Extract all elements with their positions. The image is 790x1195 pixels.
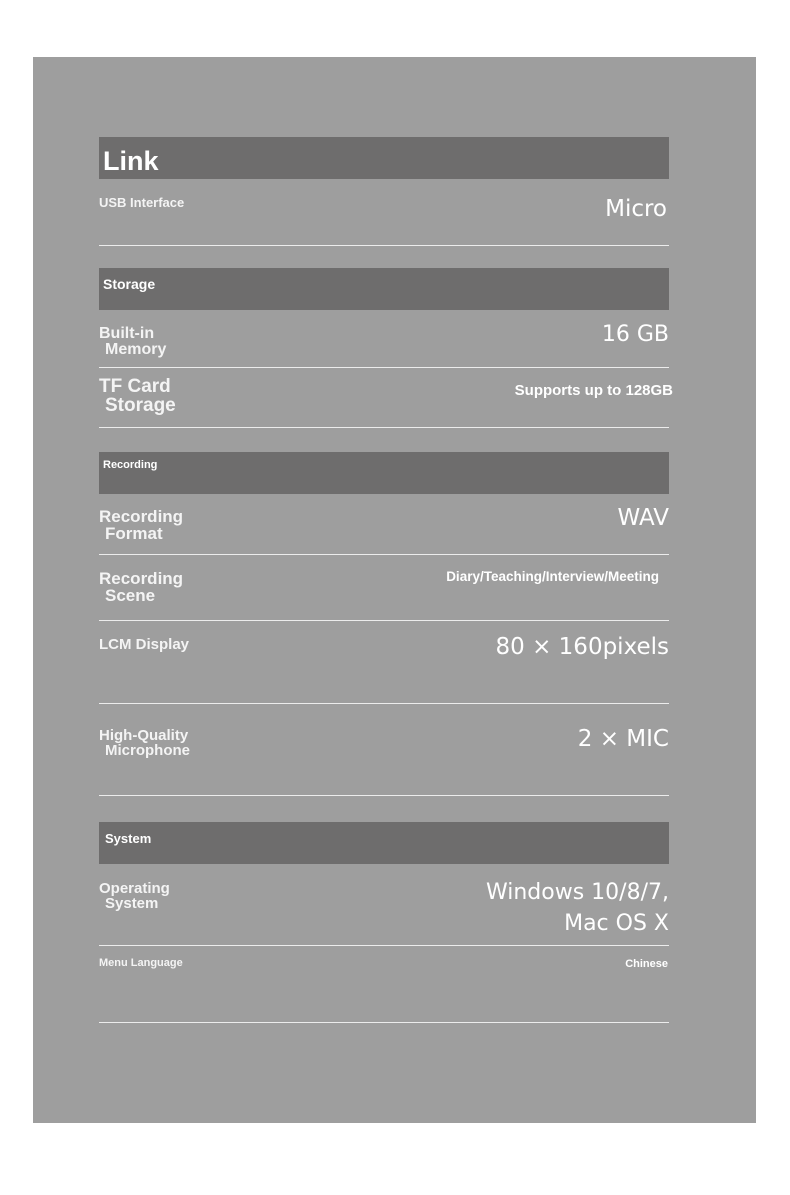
row-divider: [99, 1022, 669, 1023]
spec-label-menu-language: Menu Language: [99, 957, 183, 969]
spec-value-built-in-memory: 16 GB: [601, 322, 669, 347]
row-divider: [99, 245, 669, 246]
row-divider: [99, 427, 669, 428]
label-line: Operating: [99, 880, 170, 897]
label-line: Storage: [105, 395, 176, 416]
label-line: System: [105, 895, 159, 912]
label-line: Recording: [99, 569, 184, 588]
section-title-storage: Storage: [103, 276, 156, 292]
spec-label-operating-system: [99, 881, 170, 911]
label-line: TF Card: [99, 376, 171, 397]
section-header-link: [99, 137, 669, 179]
spec-value-lcm-display: 80 × 160pixels: [495, 634, 669, 660]
spec-label-tf-card-storage: [99, 377, 176, 415]
spec-label-lcm-display: LCM Display: [99, 636, 190, 653]
row-divider: [99, 703, 669, 704]
value-line: Mac OS X: [564, 911, 669, 936]
label-line: Memory: [105, 341, 167, 358]
row-divider: [99, 367, 669, 368]
spec-label-recording-format: [99, 508, 183, 542]
spec-value-recording-scene: Diary/Teaching/Interview/Meeting: [446, 569, 659, 584]
row-divider: [99, 554, 669, 555]
spec-label-usb-interface: USB Interface: [99, 195, 185, 210]
spec-label-high-quality-microphone: [99, 728, 190, 758]
spec-label-built-in-memory: [99, 326, 166, 358]
section-header-recording: [99, 452, 669, 494]
row-divider: [99, 620, 669, 621]
label-line: Scene: [105, 586, 156, 605]
spec-value-operating-system: [486, 877, 669, 939]
label-line: Microphone: [105, 742, 190, 759]
value-line: Windows 10/8/7,: [485, 880, 669, 905]
spec-value-tf-card-storage: Supports up to 128GB: [514, 382, 673, 399]
spec-value-menu-language: Chinese: [625, 958, 668, 970]
label-line: Recording: [99, 507, 184, 526]
row-divider: [99, 795, 669, 796]
spec-value-high-quality-microphone: 2 × MIC: [577, 726, 669, 752]
section-header-system: [99, 822, 669, 864]
section-title-system: System: [105, 831, 152, 846]
label-line: Built-in: [99, 325, 155, 342]
spec-label-recording-scene: [99, 570, 183, 604]
label-line: High-Quality: [99, 727, 189, 744]
section-title-link: Link: [103, 146, 159, 176]
section-title-recording: Recording: [103, 459, 158, 471]
spec-value-usb-interface: Micro: [605, 196, 667, 222]
label-line: Format: [105, 524, 163, 543]
row-divider: [99, 945, 669, 946]
section-header-storage: [99, 268, 669, 310]
spec-value-recording-format: WAV: [617, 505, 669, 531]
